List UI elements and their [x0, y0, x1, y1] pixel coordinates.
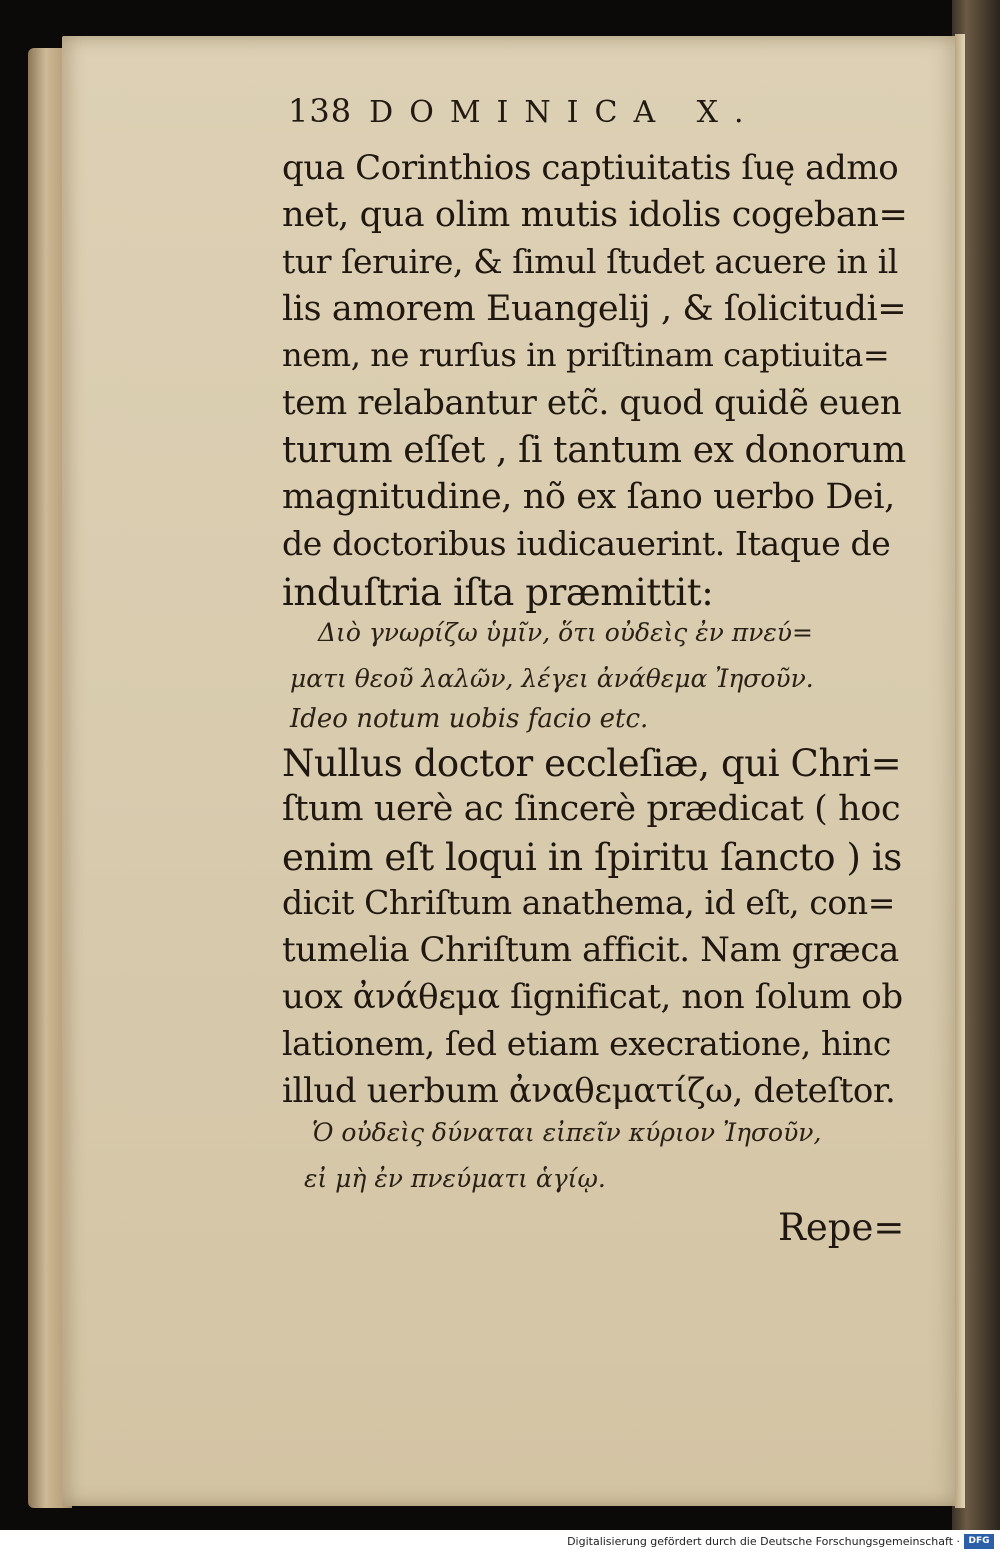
- body-line: dicit Chriſtum anathema, id eſt, con=: [282, 883, 896, 922]
- body-line: net, qua olim mutis idolis cogeban=: [282, 195, 908, 235]
- body-line: tumelia Chriſtum afficit. Nam græca: [282, 930, 899, 970]
- greek-line: Ὁ οὐδεὶς δύναται εἰπεῖν κύριον Ἰησοῦν,: [312, 1118, 822, 1147]
- body-line: tur ſeruire, & ſimul ſtudet acuere in il: [282, 242, 898, 281]
- page-gutter-edge: [955, 34, 965, 1508]
- body-line: tem relabantur etc̃. quod quidẽ euen: [282, 383, 902, 423]
- body-line: lis amorem Euangelij , & ſolicitudi=: [282, 289, 907, 329]
- running-title: DOMINICA X.: [369, 95, 760, 130]
- body-line: Nullus doctor eccleſiæ, qui Chri=: [282, 742, 902, 785]
- footer-bar: [0, 1530, 1000, 1555]
- body-line: ſtum uerè ac ſincerè prædicat ( hoc: [282, 789, 901, 829]
- body-line: nem, ne rurſus in priſtinam captiuita=: [282, 336, 890, 374]
- catchword: Repe=: [778, 1206, 905, 1249]
- greek-line: ματι θεοῦ λαλῶν, λέγει ἀνάθεμα Ἰησοῦν.: [290, 664, 814, 693]
- body-line: illud uerbum ἀναθεματίζω, deteſtor.: [282, 1071, 896, 1111]
- body-line: turum eſſet , ſi tantum ex donorum: [282, 430, 906, 471]
- body-line: enim eſt loqui in ſpiritu ſancto ) is: [282, 836, 902, 879]
- body-line: uox ἀνάθεμα ſignificat, non ſolum ob: [282, 977, 903, 1017]
- body-line: lationem, ſed etiam execratione, hinc: [282, 1024, 891, 1063]
- page-header: [288, 92, 760, 130]
- dfg-logo: DFG: [964, 1534, 994, 1549]
- body-line: magnitudine, nõ ex ſano uerbo Dei,: [282, 477, 895, 517]
- body-line: induſtria iſta præmittit:: [282, 571, 714, 614]
- greek-line: εἰ μὴ ἐν πνεύματι ἁγίῳ.: [304, 1164, 606, 1193]
- greek-line: Διὸ γνωρίζω ὑμῖν, ὅτι οὐδεὶς ἐν πνεύ=: [318, 618, 813, 647]
- body-line: qua Corinthios captiuitatis ſuę admo: [282, 148, 899, 188]
- page-number: 138: [288, 92, 353, 130]
- body-line: de doctoribus iudicauerint. Itaque de: [282, 524, 891, 563]
- latin-italic-line: Ideo notum uobis facio etc.: [290, 704, 649, 734]
- funding-credit: Digitalisierung gefördert durch die Deutsche Forschungsgemeinschaft ·: [567, 1535, 960, 1548]
